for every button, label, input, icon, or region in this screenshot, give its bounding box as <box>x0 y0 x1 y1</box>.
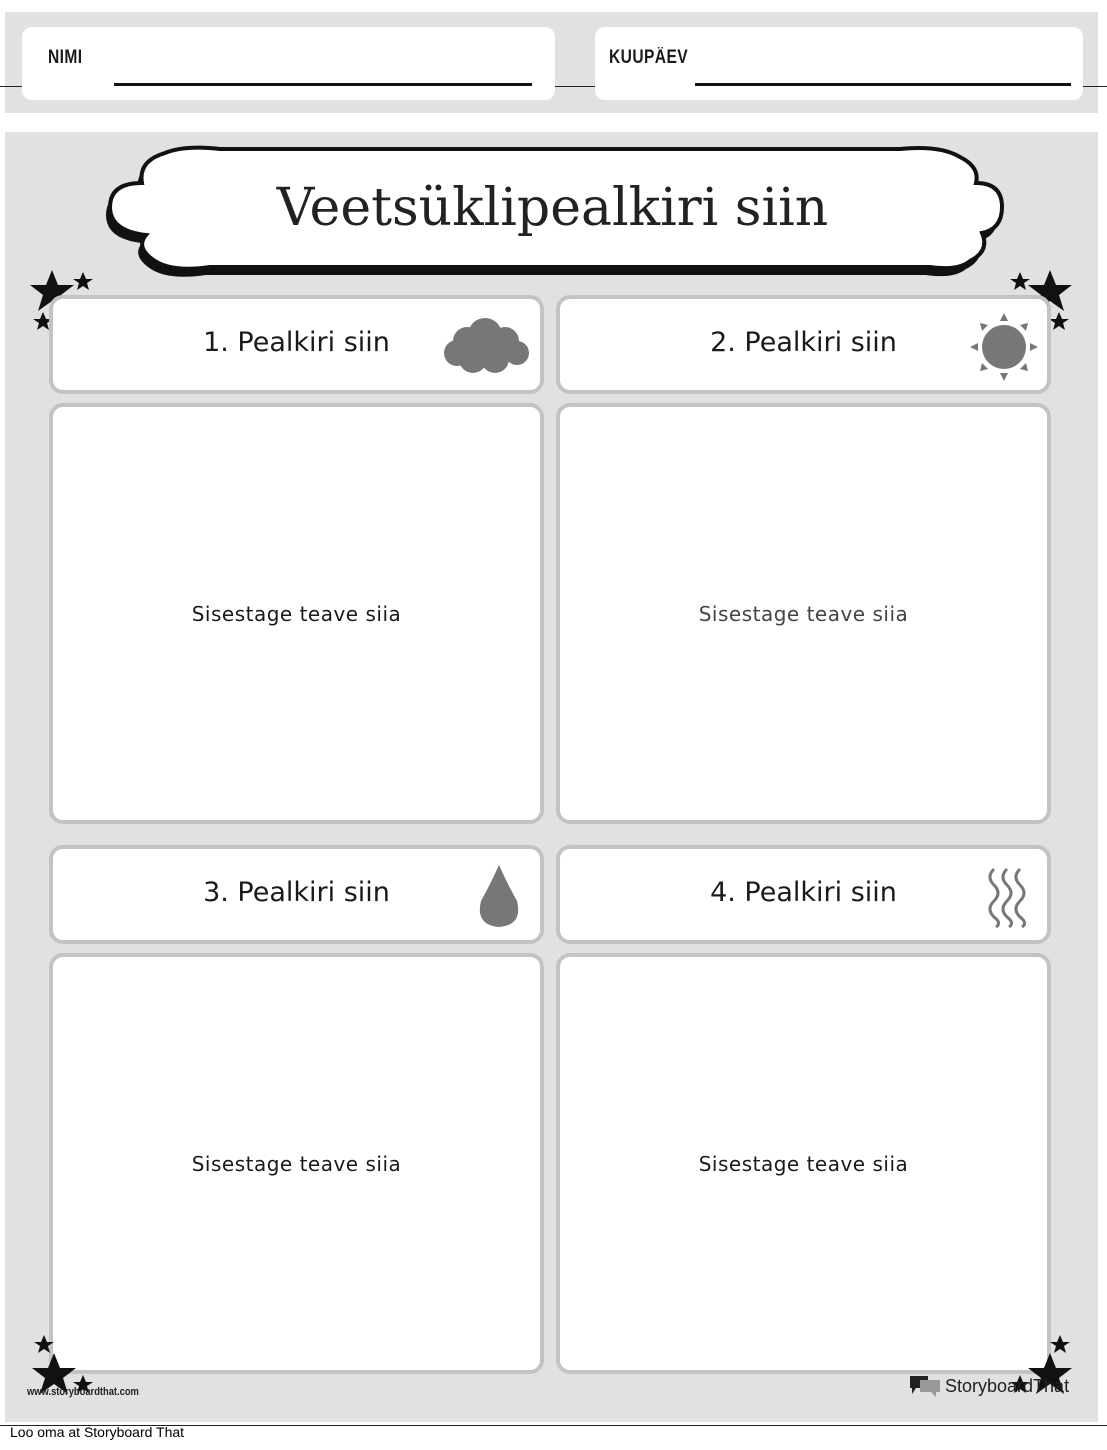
section-4-content-box[interactable] <box>556 953 1051 1374</box>
water-drop-icon <box>477 863 521 929</box>
section-1-heading[interactable]: 1. Pealkiri siin <box>203 327 390 358</box>
section-2-content-box[interactable] <box>556 403 1051 824</box>
worksheet-title[interactable]: Veetsüklipealkiri siin <box>276 178 829 238</box>
watermark-url: www.storyboardthat.com <box>27 1386 139 1398</box>
section-4-heading[interactable]: 4. Pealkiri siin <box>710 877 897 908</box>
section-4-body[interactable]: Sisestage teave siia <box>698 1151 909 1176</box>
name-field[interactable] <box>22 27 555 100</box>
evaporation-waves-icon <box>984 865 1030 929</box>
cloud-icon <box>443 313 531 377</box>
date-field[interactable] <box>595 27 1083 100</box>
section-1-header[interactable] <box>49 295 544 394</box>
section-2-heading[interactable]: 2. Pealkiri siin <box>710 327 897 358</box>
section-4-header[interactable] <box>556 845 1051 944</box>
date-label: KUUPÄEV <box>609 47 689 68</box>
section-1-content-box[interactable] <box>49 403 544 824</box>
name-label: NIMI <box>48 47 83 68</box>
name-writing-line[interactable] <box>114 83 532 86</box>
section-1-body[interactable]: Sisestage teave siia <box>191 601 402 626</box>
speech-bubbles-icon <box>908 1374 942 1398</box>
section-2-body[interactable]: Sisestage teave siia <box>698 601 909 626</box>
footer-text: Loo oma at Storyboard That <box>10 1424 185 1440</box>
section-3-body[interactable]: Sisestage teave siia <box>191 1151 402 1176</box>
section-3-content-box[interactable] <box>49 953 544 1374</box>
section-3-header[interactable] <box>49 845 544 944</box>
watermark-brand: StoryboardThat <box>945 1376 1070 1396</box>
section-2-header[interactable] <box>556 295 1051 394</box>
section-3-heading[interactable]: 3. Pealkiri siin <box>203 877 390 908</box>
date-writing-line[interactable] <box>695 83 1071 86</box>
sun-icon <box>968 311 1040 383</box>
storyboardthat-logo <box>908 1374 1070 1400</box>
header-band <box>5 113 1098 132</box>
